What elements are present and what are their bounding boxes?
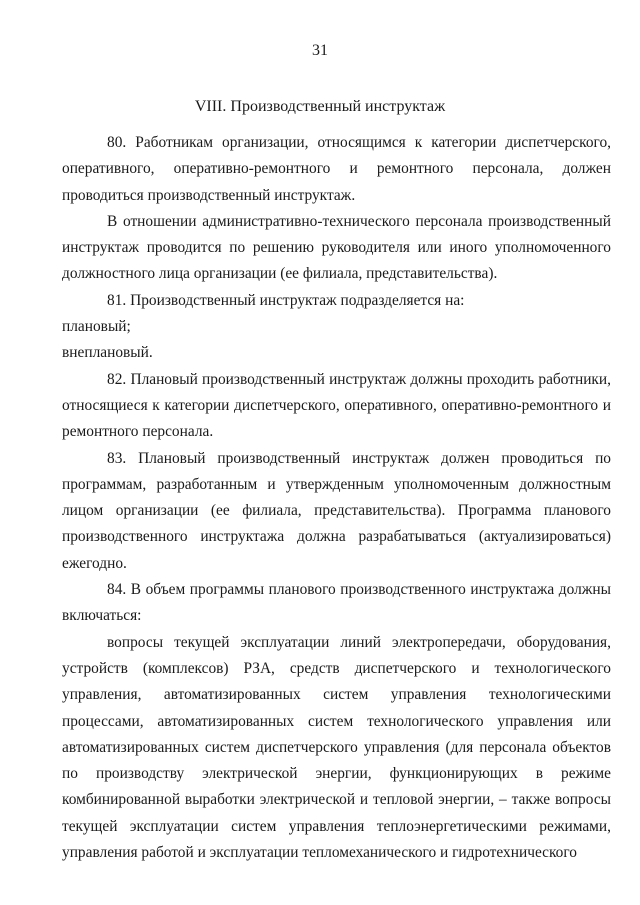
section-title: VIII. Производственный инструктаж xyxy=(194,98,446,115)
page-number: 31 xyxy=(312,42,328,59)
paragraph-84-content: вопросы текущей эксплуатации линий электропередачи, оборудования, устройств (комплексов) РЗА, средств диспетчерского и технологического управления, автоматизированных систем управления технологическими процессами, автоматизированных систем технологического управления или автоматизированных систем диспетчерского управления (для персонала объектов по производству электрической энергии, функционирующих в режиме комбинированной выработки электрической и тепловой энергии, – также вопросы текущей эксплуатации систем управления теплоэнергетическими режимами, управления работой и эксплуатации тепломеханического и гидротехнического xyxy=(62,633,611,862)
paragraph-81: 81. Производственный инструктаж подразделяется на: xyxy=(107,291,465,309)
paragraph-80: 80. Работникам организации, относящимся к категории диспетчерского, оперативного, оперативно-ремонтного и ремонтного персонала, должен проводиться производственный инструктаж. xyxy=(62,134,611,204)
paragraph-80-admin: В отношении административно-технического персонала производственный инструктаж проводится по решению руководителя или иного уполномоченного должностного лица организации (ее филиала, представительства). xyxy=(62,212,611,283)
paragraph-83: 83. Плановый производственный инструктаж должен проводиться по программам, разработанным и утвержденным уполномоченным должностным лицом организации (ее филиала, представительства). Программа планового производственного инструктажа должна разрабатываться (актуализироваться) ежегодно. xyxy=(62,449,611,572)
document-body xyxy=(62,130,611,866)
list-item-unplanned: внеплановый. xyxy=(62,344,153,362)
paragraph-82: 82. Плановый производственный инструктаж должны проходить работники, относящиеся к категории диспетчерского, оперативного, оперативно-ремонтного и ремонтного персонала. xyxy=(62,370,611,441)
list-item-planned: плановый; xyxy=(62,318,131,336)
paragraph-84: 84. В объем программы планового производственного инструктажа должны включаться: xyxy=(62,581,611,625)
